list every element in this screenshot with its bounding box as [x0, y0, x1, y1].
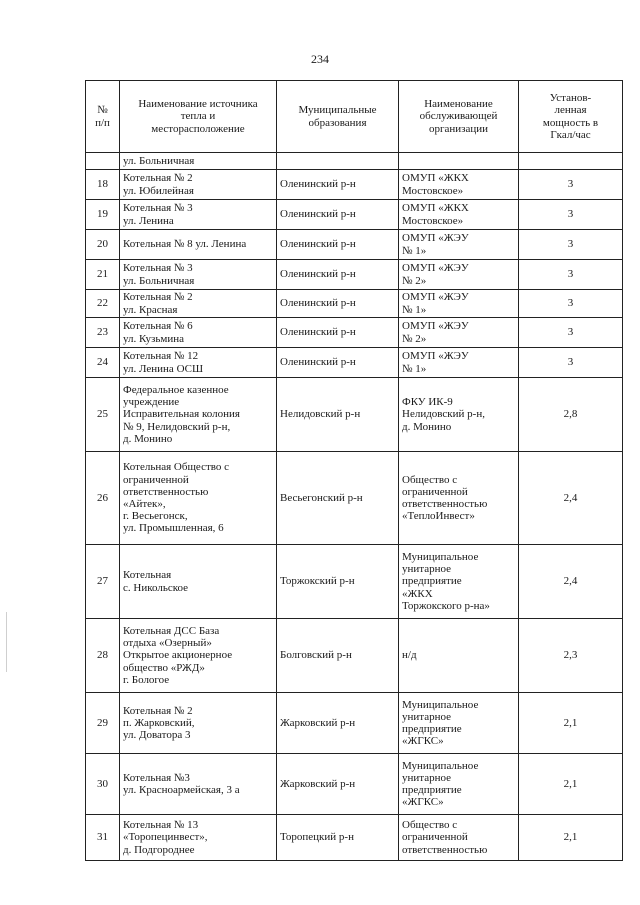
source-name-cell: Федеральное казенное учреждение Исправительная колония № 9, Нелидовский р-н, д. Монино [120, 378, 277, 452]
row-number-cell: 27 [86, 545, 120, 619]
municipality-cell: Торжокский р-н [277, 545, 399, 619]
municipality-cell: Оленинский р-н [277, 348, 399, 378]
row-number-cell [86, 153, 120, 170]
capacity-cell: 3 [519, 348, 623, 378]
row-number-cell: 29 [86, 693, 120, 754]
capacity-cell: 2,4 [519, 452, 623, 545]
capacity-cell: 3 [519, 318, 623, 348]
row-number-cell: 19 [86, 200, 120, 230]
organization-cell: ФКУ ИК-9 Нелидовский р-н, д. Монино [399, 378, 519, 452]
table-row [86, 170, 623, 200]
table-row [86, 260, 623, 290]
header-municipality: Муниципальные образования [277, 81, 399, 153]
header-organization: Наименование обслуживающей организации [399, 81, 519, 153]
municipality-cell: Весьегонский р-н [277, 452, 399, 545]
organization-cell: ОМУП «ЖЭУ № 2» [399, 260, 519, 290]
capacity-cell: 2,1 [519, 815, 623, 861]
capacity-cell: 2,3 [519, 619, 623, 693]
organization-cell: н/д [399, 619, 519, 693]
table-row [86, 318, 623, 348]
municipality-cell: Жарковский р-н [277, 754, 399, 815]
table-row [86, 230, 623, 260]
table-row [86, 378, 623, 452]
row-number-cell: 31 [86, 815, 120, 861]
capacity-cell [519, 153, 623, 170]
row-number-cell: 20 [86, 230, 120, 260]
table-row [86, 348, 623, 378]
header-capacity: Установ- ленная мощность в Гкал/час [519, 81, 623, 153]
row-number-cell: 30 [86, 754, 120, 815]
capacity-cell: 2,1 [519, 754, 623, 815]
source-name-cell: Котельная № 2 ул. Красная [120, 290, 277, 318]
source-name-cell: Котельная Общество с ограниченной ответственностью «Айтек», г. Весьегонск, ул. Промышленная, 6 [120, 452, 277, 545]
table-header-row [86, 81, 623, 153]
capacity-cell: 3 [519, 230, 623, 260]
organization-cell: ОМУП «ЖКХ Мостовское» [399, 170, 519, 200]
source-name-cell: Котельная № 2 п. Жарковский, ул. Доватора 3 [120, 693, 277, 754]
organization-cell: Общество с ограниченной ответственностью [399, 815, 519, 861]
organization-cell: ОМУП «ЖЭУ № 1» [399, 230, 519, 260]
table-row [86, 693, 623, 754]
municipality-cell: Торопецкий р-н [277, 815, 399, 861]
source-name-cell: Котельная № 3 ул. Ленина [120, 200, 277, 230]
boiler-table [85, 80, 623, 861]
table-row [86, 153, 623, 170]
organization-cell: ОМУП «ЖЭУ № 2» [399, 318, 519, 348]
table-row [86, 754, 623, 815]
source-name-cell: Котельная № 6 ул. Кузьмина [120, 318, 277, 348]
table-row [86, 452, 623, 545]
row-number-cell: 25 [86, 378, 120, 452]
organization-cell: ОМУП «ЖЭУ № 1» [399, 290, 519, 318]
municipality-cell: Болговский р-н [277, 619, 399, 693]
capacity-cell: 3 [519, 200, 623, 230]
capacity-cell: 2,4 [519, 545, 623, 619]
source-name-cell: Котельная № 12 ул. Ленина ОСШ [120, 348, 277, 378]
row-number-cell: 18 [86, 170, 120, 200]
page-number: 234 [311, 52, 329, 66]
municipality-cell: Оленинский р-н [277, 230, 399, 260]
municipality-cell: Жарковский р-н [277, 693, 399, 754]
organization-cell: ОМУП «ЖКХ Мостовское» [399, 200, 519, 230]
source-name-cell: Котельная №3 ул. Красноармейская, 3 а [120, 754, 277, 815]
table-row [86, 545, 623, 619]
row-number-cell: 28 [86, 619, 120, 693]
organization-cell: Муниципальное унитарное предприятие «ЖКХ Торжокского р-на» [399, 545, 519, 619]
municipality-cell: Оленинский р-н [277, 290, 399, 318]
row-number-cell: 24 [86, 348, 120, 378]
capacity-cell: 2,1 [519, 693, 623, 754]
municipality-cell: Нелидовский р-н [277, 378, 399, 452]
organization-cell: Муниципальное унитарное предприятие «ЖГКС» [399, 693, 519, 754]
municipality-cell: Оленинский р-н [277, 318, 399, 348]
margin-mark [6, 612, 7, 672]
source-name-cell: Котельная № 3 ул. Больничная [120, 260, 277, 290]
municipality-cell: Оленинский р-н [277, 170, 399, 200]
row-number-cell: 22 [86, 290, 120, 318]
capacity-cell: 3 [519, 290, 623, 318]
table-row [86, 200, 623, 230]
header-num: № п/п [86, 81, 120, 153]
table-row [86, 619, 623, 693]
capacity-cell: 3 [519, 260, 623, 290]
source-name-cell: Котельная ДСС База отдыха «Озерный» Открытое акционерное общество «РЖД» г. Бологое [120, 619, 277, 693]
organization-cell: Муниципальное унитарное предприятие «ЖГКС» [399, 754, 519, 815]
source-name-cell: ул. Больничная [120, 153, 277, 170]
organization-cell: ОМУП «ЖЭУ № 1» [399, 348, 519, 378]
municipality-cell: Оленинский р-н [277, 260, 399, 290]
row-number-cell: 26 [86, 452, 120, 545]
source-name-cell: Котельная № 2 ул. Юбилейная [120, 170, 277, 200]
organization-cell: Общество с ограниченной ответственностью «ТеплоИнвест» [399, 452, 519, 545]
municipality-cell: Оленинский р-н [277, 200, 399, 230]
capacity-cell: 3 [519, 170, 623, 200]
header-source-name: Наименование источника тепла и месторасположение [120, 81, 277, 153]
source-name-cell: Котельная с. Никольское [120, 545, 277, 619]
capacity-cell: 2,8 [519, 378, 623, 452]
row-number-cell: 21 [86, 260, 120, 290]
table-row [86, 290, 623, 318]
municipality-cell [277, 153, 399, 170]
source-name-cell: Котельная № 13 «Торопецинвест», д. Подгороднее [120, 815, 277, 861]
organization-cell [399, 153, 519, 170]
source-name-cell: Котельная № 8 ул. Ленина [120, 230, 277, 260]
row-number-cell: 23 [86, 318, 120, 348]
table-row [86, 815, 623, 861]
